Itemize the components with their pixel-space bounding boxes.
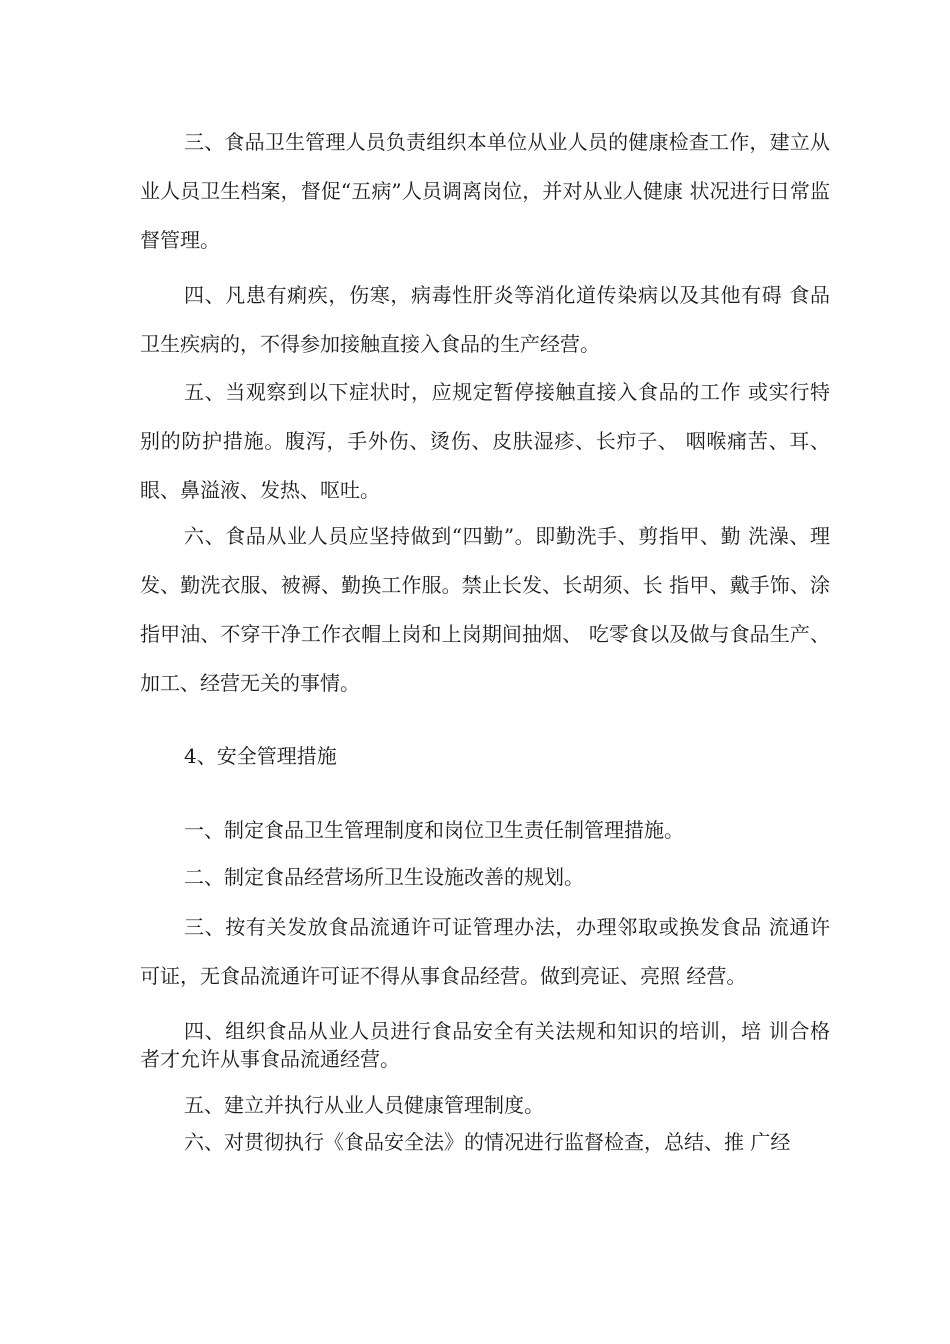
measure-item-6: 六、对贯彻执行《食品安全法》的情况进行监督检查，总结、推 广经 (184, 1130, 791, 1154)
paragraph-health-check: 三、食品卫生管理人员负责组织本单位从业人员的健康检查工作，建立从业人员卫生档案，督促“五病”人员调离岗位，并对从业人健康 状况进行日常监督管理。 (140, 130, 830, 252)
measure-item-3: 三、按有关发放食品流通许可证管理办法，办理邻取或换发食品 流通许可证，无食品流通许可证不得从事食品经营。做到亮证、亮照 经营。 (140, 915, 830, 988)
section-heading: 4、安全管理措施 (184, 744, 337, 768)
paragraph-four-diligences: 六、食品从业人员应坚持做到“四勤”。即勤洗手、剪指甲、勤 洗澡、理发、勤洗衣服、被褥、勤换工作服。禁止长发、长胡须、长 指甲、戴手饰、涂指甲油、不穿干净工作衣帽上岗和上岗期间抽烟、 吃零食以及做与食品生产、加工、经营无关的事情。 (140, 524, 830, 695)
measure-item-2: 二、制定食品经营场所卫生设施改善的规划。 (184, 865, 584, 889)
measure-item-5: 五、建立并执行从业人员健康管理制度。 (184, 1093, 544, 1117)
measure-item-1: 一、制定食品卫生管理制度和岗位卫生责任制管理措施。 (184, 818, 684, 842)
measure-item-4: 四、组织食品从业人员进行食品安全有关法规和知识的培训，培 训合格者才允许从事食品流通经营。 (140, 1019, 830, 1071)
paragraph-disease-restriction: 四、凡患有痢疾，伤寒，病毒性肝炎等消化道传染病以及其他有碍 食品卫生疾病的，不得参加接触直接入食品的生产经营。 (140, 283, 830, 356)
paragraph-symptoms: 五、当观察到以下症状时，应规定暂停接触直接入食品的工作 或实行特别的防护措施。腹泻，手外伤、烫伤、皮肤湿疹、长疖子、 咽喉痛苦、耳、眼、鼻溢液、发热、呕吐。 (140, 380, 830, 502)
